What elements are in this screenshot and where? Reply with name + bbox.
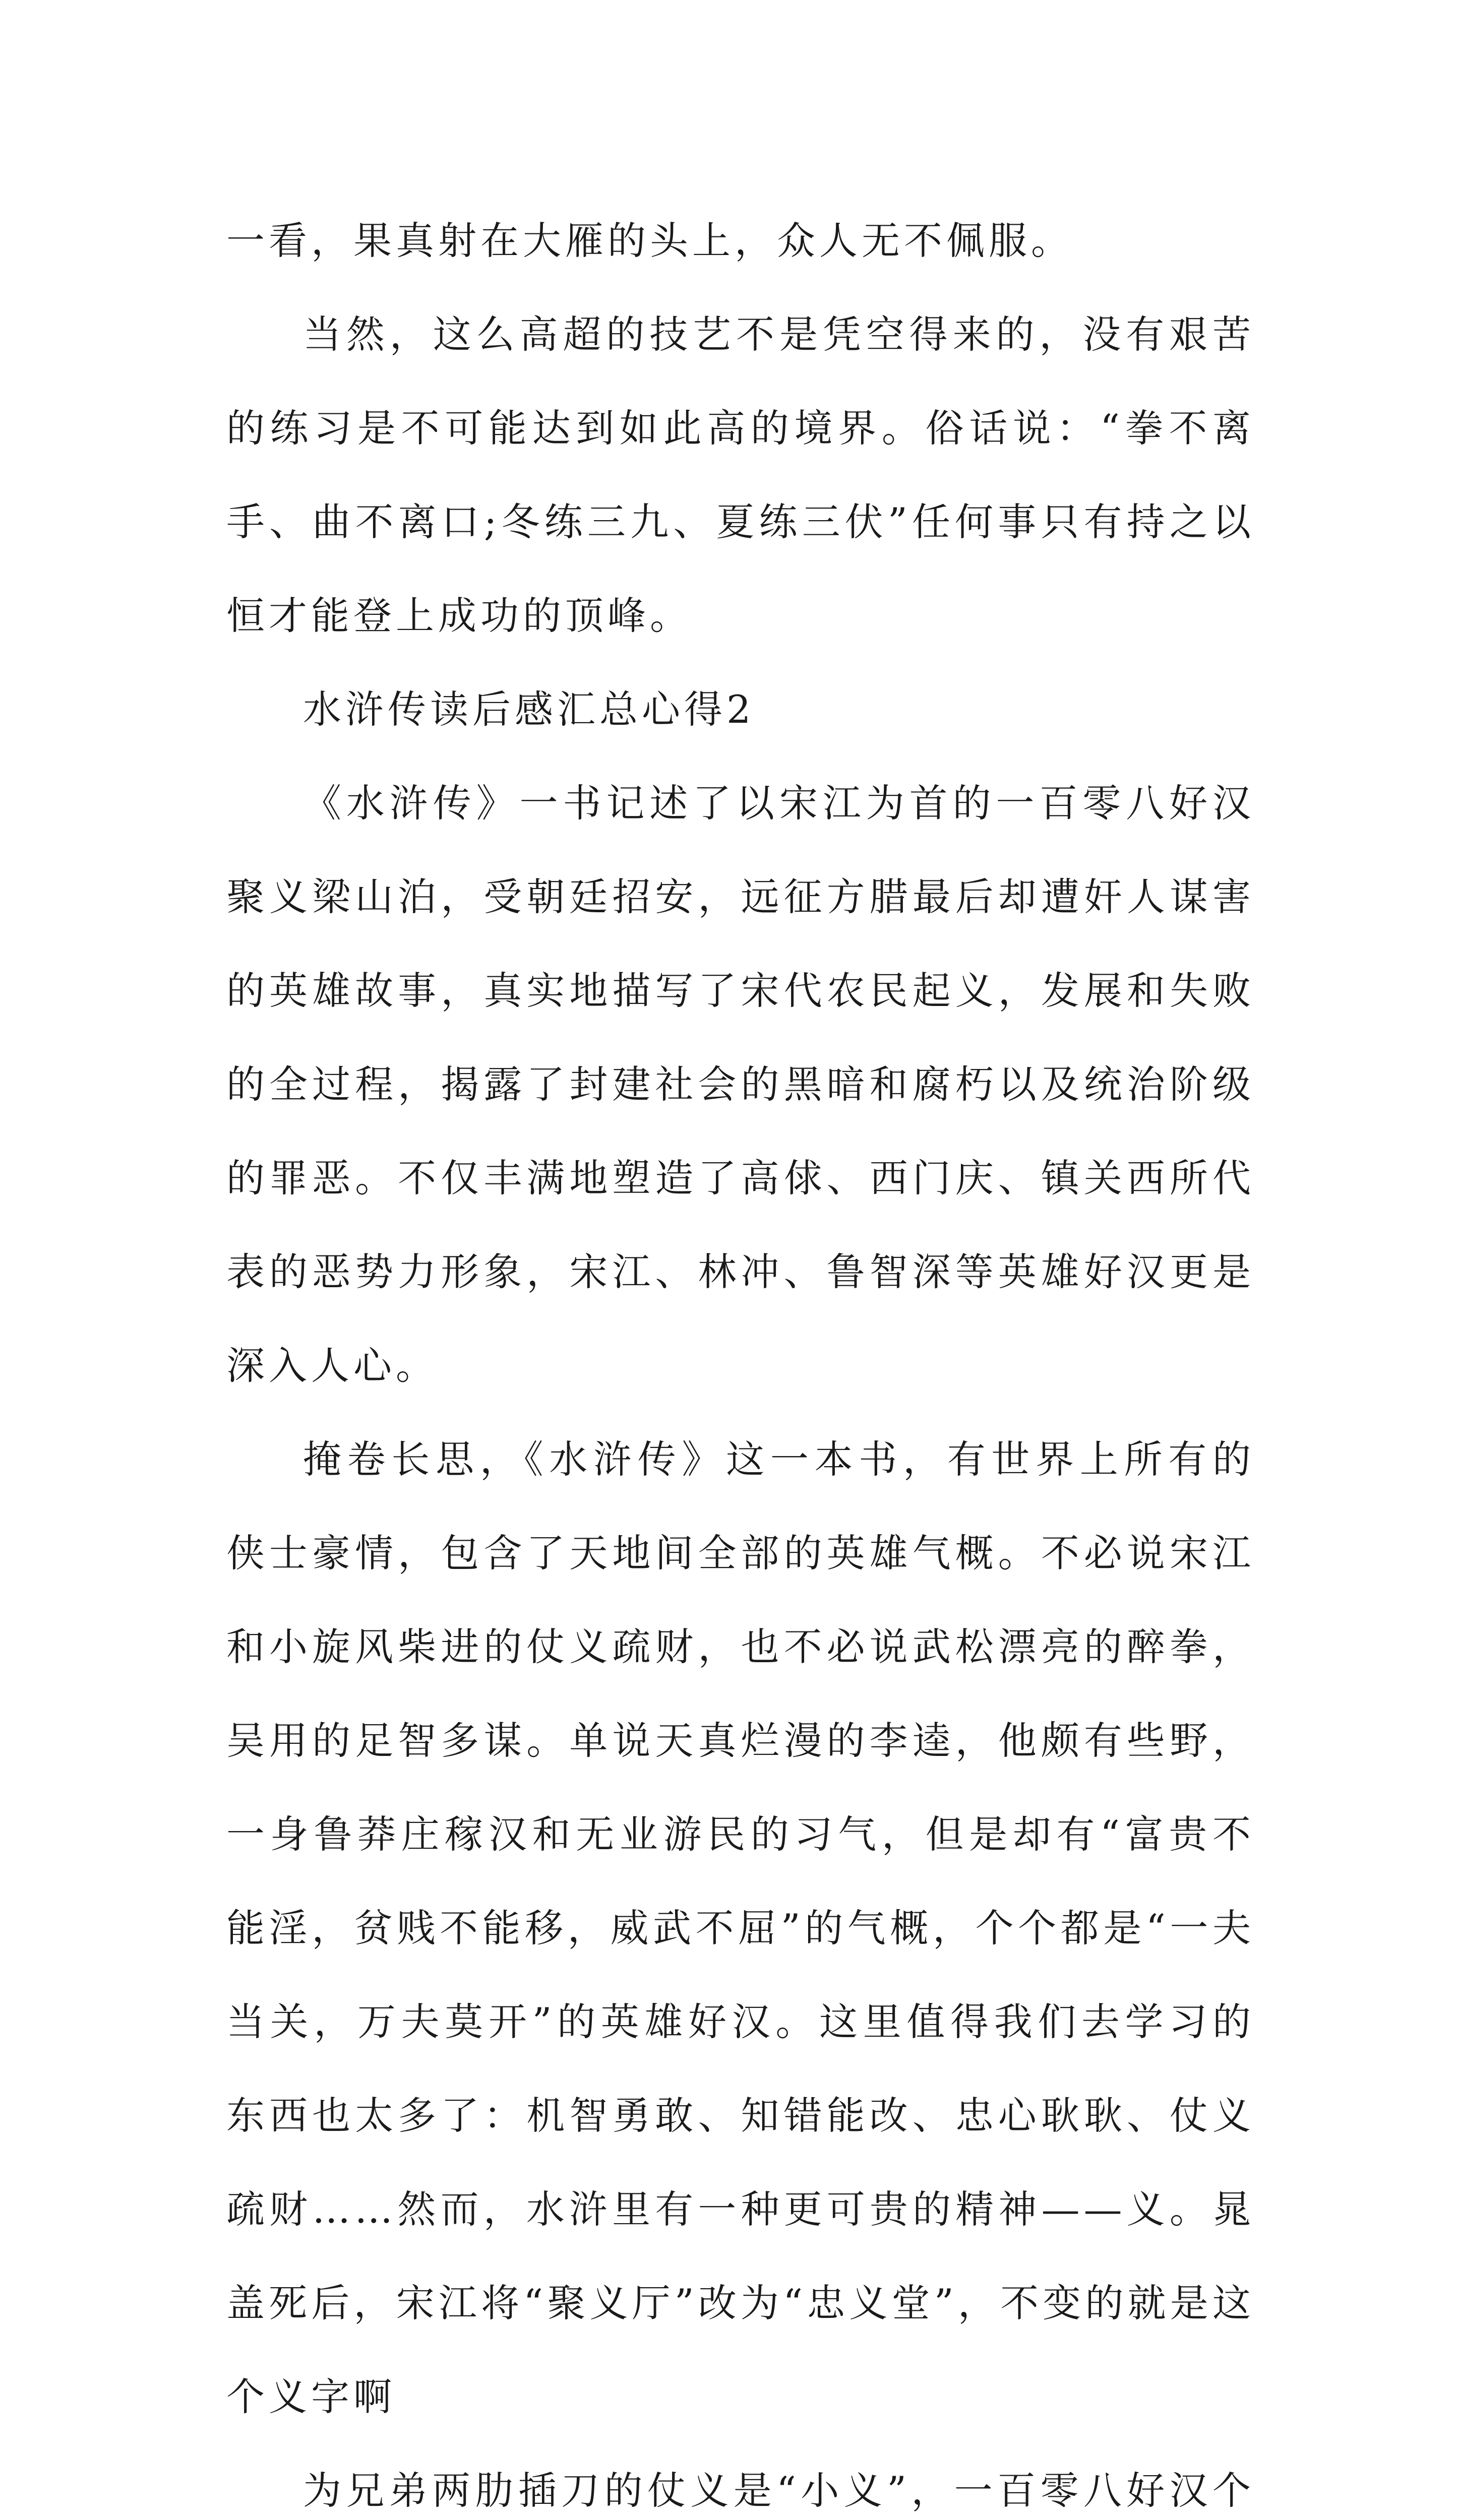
paragraph: 《水浒传》一书记述了以宋江为首的一百零八好汉聚义梁山泊，受朝廷招安，远征方腊最后却遭奸人谋害的英雄故事，真实地描写了宋代农民起义，发展和失败的全过程，揭露了封建社会的黑暗和腐朽以及统治阶级的罪恶。不仅丰满地塑造了高俅、西门庆、镇关西所代表的恶势力形象，宋江、林冲、鲁智深等英雄好汉更是深入人心。 (226, 781, 1255, 1388)
paragraph-continuation: 一看，果真射在大雁的头上，众人无不佩服。 (226, 218, 1073, 263)
section-heading: 水浒传读后感汇总心得2 (303, 687, 755, 732)
document-body (226, 194, 1255, 2520)
paragraph: 为兄弟两肋插刀的仗义是“小义”，一百零八好汉个 (303, 2468, 1255, 2513)
paragraph: 当然，这么高超的技艺不是凭空得来的，没有艰苦的练习是不可能达到如此高的境界。俗话说：“拳不离手、曲不离口;冬练三九、夏练三伏”任何事只有持之以恒才能登上成功的顶峰。 (226, 312, 1255, 638)
paragraph: 掩卷长思，《水浒传》这一本书，有世界上所有的侠士豪情，包含了天地间全部的英雄气概。不必说宋江和小旋风柴进的仗义疏财，也不必说武松漂亮的醉拳，吴用的足智多谋。单说天真烂漫的李逵，他颇有些野，一身鲁莽庄稼汉和无业游民的习气，但是却有“富贵不能淫，贫贱不能移，威武不屈”的气概，个个都是“一夫当关，万夫莫开”的英雄好汉。这里值得我们去学习的东西也太多了：机智勇敢、知错能改、忠心耿耿、仗义疏财……然而，水浒里有一种更可贵的精神——义。晁盖死后，宋江将“聚义厅”改为“忠义堂”，不变的就是这个义字啊 (226, 1437, 1255, 2419)
